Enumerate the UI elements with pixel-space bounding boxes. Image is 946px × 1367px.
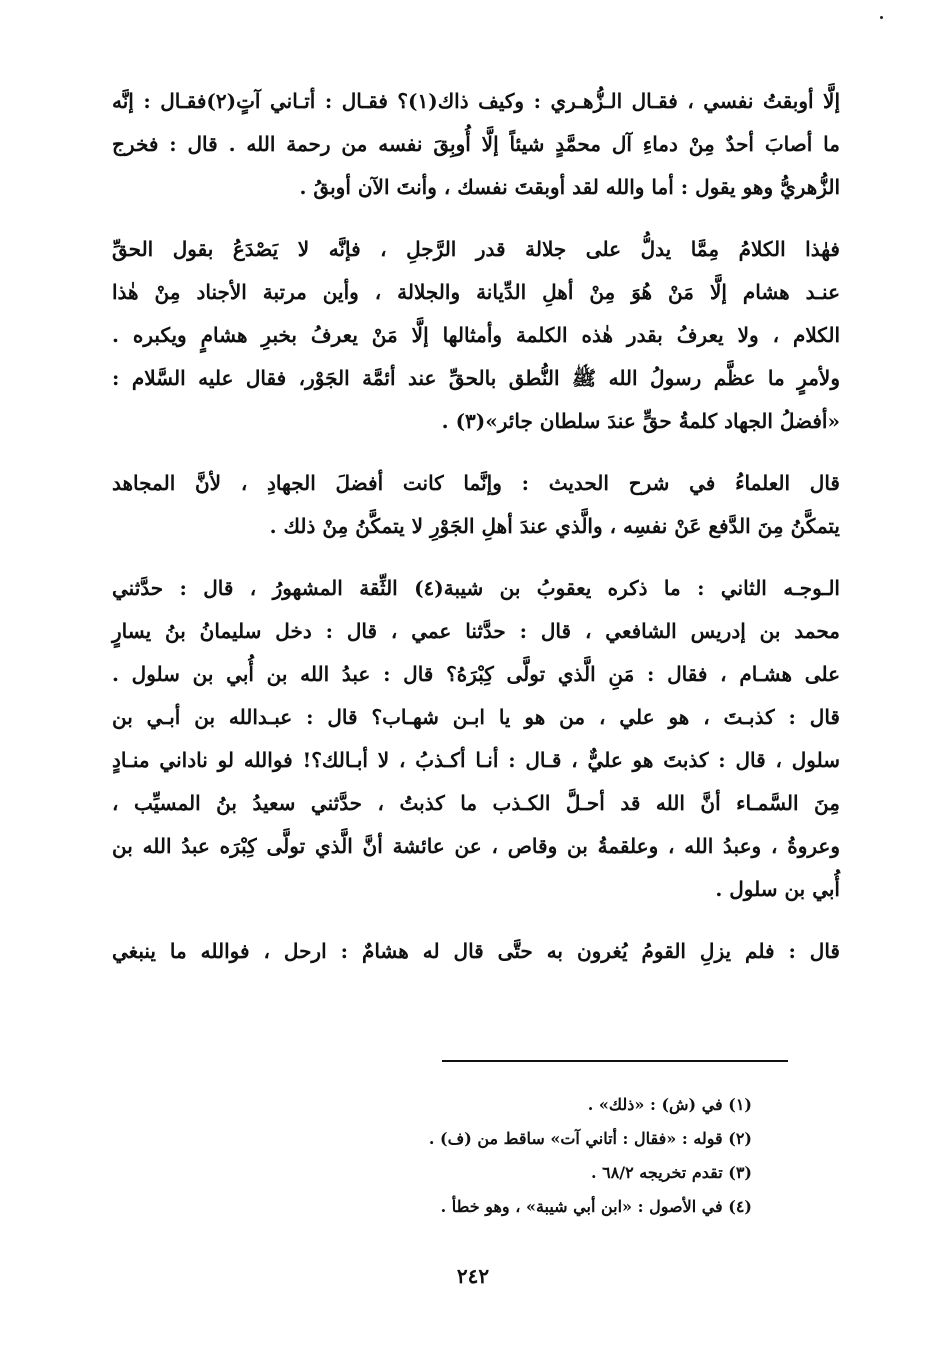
paragraph-4 (112, 567, 840, 911)
text-line: عنـد هشام إلَّا مَنْ هُوَ مِنْ أهلِ الدِّيانة والجلالة ، وأين مرتبة الأجناد مِنْ هٰذا (112, 280, 840, 304)
paragraph-2 (112, 228, 840, 443)
footnote-1: (١) في (ش) : «ذلك» . (587, 1095, 752, 1114)
text-line: سلول ، قال : كذبتَ هو عليٌّ ، قـال : أنـا أكـذبُ ، لا أبـالك؟! فوالله لو ناداني منـادٍ (112, 748, 840, 772)
footnote-4: (٤) في الأصول : «ابن أبي شيبة» ، وهو خطأ . (440, 1197, 752, 1216)
main-text (112, 80, 840, 992)
text-line: فهٰذا الكلامُ مِمَّا يدلُّ على جلالة قدر الرَّجلِ ، فإنَّه لا يَصْدَعُ بقول الحقِّ (112, 237, 840, 261)
text-line: على هشـام ، فقال : مَنِ الَّذي تولَّى كِبْرَهُ؟ قال : عبدُ الله بن أُبي بن سلول . (112, 662, 840, 686)
paragraph-5 (112, 930, 840, 973)
text-line: وعروةُ ، وعبدُ الله ، وعلقمةُ بن وقاص ، عن عائشة أنَّ الَّذي تولَّى كِبْرَه عبدُ الله بن (112, 834, 840, 858)
text-line: قال العلماءُ في شرح الحديث : وإنَّما كانت أفضلَ الجهادِ ، لأنَّ المجاهد (112, 471, 840, 495)
footnote-3: (٣) تقدم تخريجه ٦٨/٢ . (590, 1163, 752, 1182)
text-line: مِنَ السَّمـاء أنَّ الله قد أحـلَّ الكـذب ما كذبتُ ، حدَّثني سعيدُ بنُ المسيِّب ، (112, 791, 840, 815)
footnote-separator (442, 1060, 788, 1062)
text-line: ما أصابَ أحدٌ مِنْ دماءِ آل محمَّدٍ شيئاً إلَّا أُوبِقَ نفسه من رحمة الله . قال : فخرج (112, 132, 840, 156)
paragraph-1 (112, 80, 840, 209)
text-line: قال : كذبـتَ ، هو علي ، من هو يا ابـن شهـاب؟ قال : عبـدالله بن أبـي بن (112, 705, 840, 729)
text-line: «أفضلُ الجهاد كلمةُ حقٍّ عندَ سلطان جائر»(٣) . (441, 409, 840, 433)
text-line: قال : فلم يزلِ القومُ يُغرون به حتَّى قال له هشامٌ : ارحل ، فوالله ما ينبغي (112, 939, 840, 963)
text-line: الزُّهريُّ وهو يقول : أما والله لقد أوبقتَ نفسك ، وأنتَ الآن أوبقُ . (299, 175, 840, 199)
text-line: ولأمرٍ ما عظَّم رسولُ الله ﷺ النُّطق بالحقِّ عند أئمَّة الجَوْر، فقال عليه السَّلام : (112, 366, 840, 390)
text-line: إلَّا أوبقتُ نفسي ، فقـال الـزُّهـري : وكيف ذاك(١)؟ فقـال : أتـاني آتٍ(٢)فقـال : إنَّه (112, 89, 841, 113)
text-line: أُبي بن سلول . (715, 877, 840, 901)
paragraph-3 (112, 462, 840, 548)
page-number: ٢٤٢ (456, 1264, 490, 1288)
text-line: يتمكَّنُ مِنَ الدَّفع عَنْ نفسِه ، والَّذي عندَ أهلِ الجَوْرِ لا يتمكَّنُ مِنْ ذلك . (269, 514, 840, 538)
text-line: محمد بن إدريس الشافعي ، قال : حدَّثنا عمي ، قال : دخل سليمانُ بنُ يسارٍ (112, 619, 840, 643)
text-line: الـوجـه الثاني : ما ذكره يعقوبُ بن شيبة(٤) الثِّقة المشهورُ ، قال : حدَّثني (112, 576, 840, 600)
footnotes (300, 1088, 752, 1224)
footnote-2: (٢) قوله : «فقال : أتاني آت» ساقط من (ف) . (428, 1129, 752, 1148)
text-line: الكلام ، ولا يعرفُ بقدر هٰذه الكلمة وأمثالها إلَّا مَنْ يعرفُ بخبرِ هشامٍ ويكبره . (112, 323, 840, 347)
speck-mark (880, 16, 883, 19)
